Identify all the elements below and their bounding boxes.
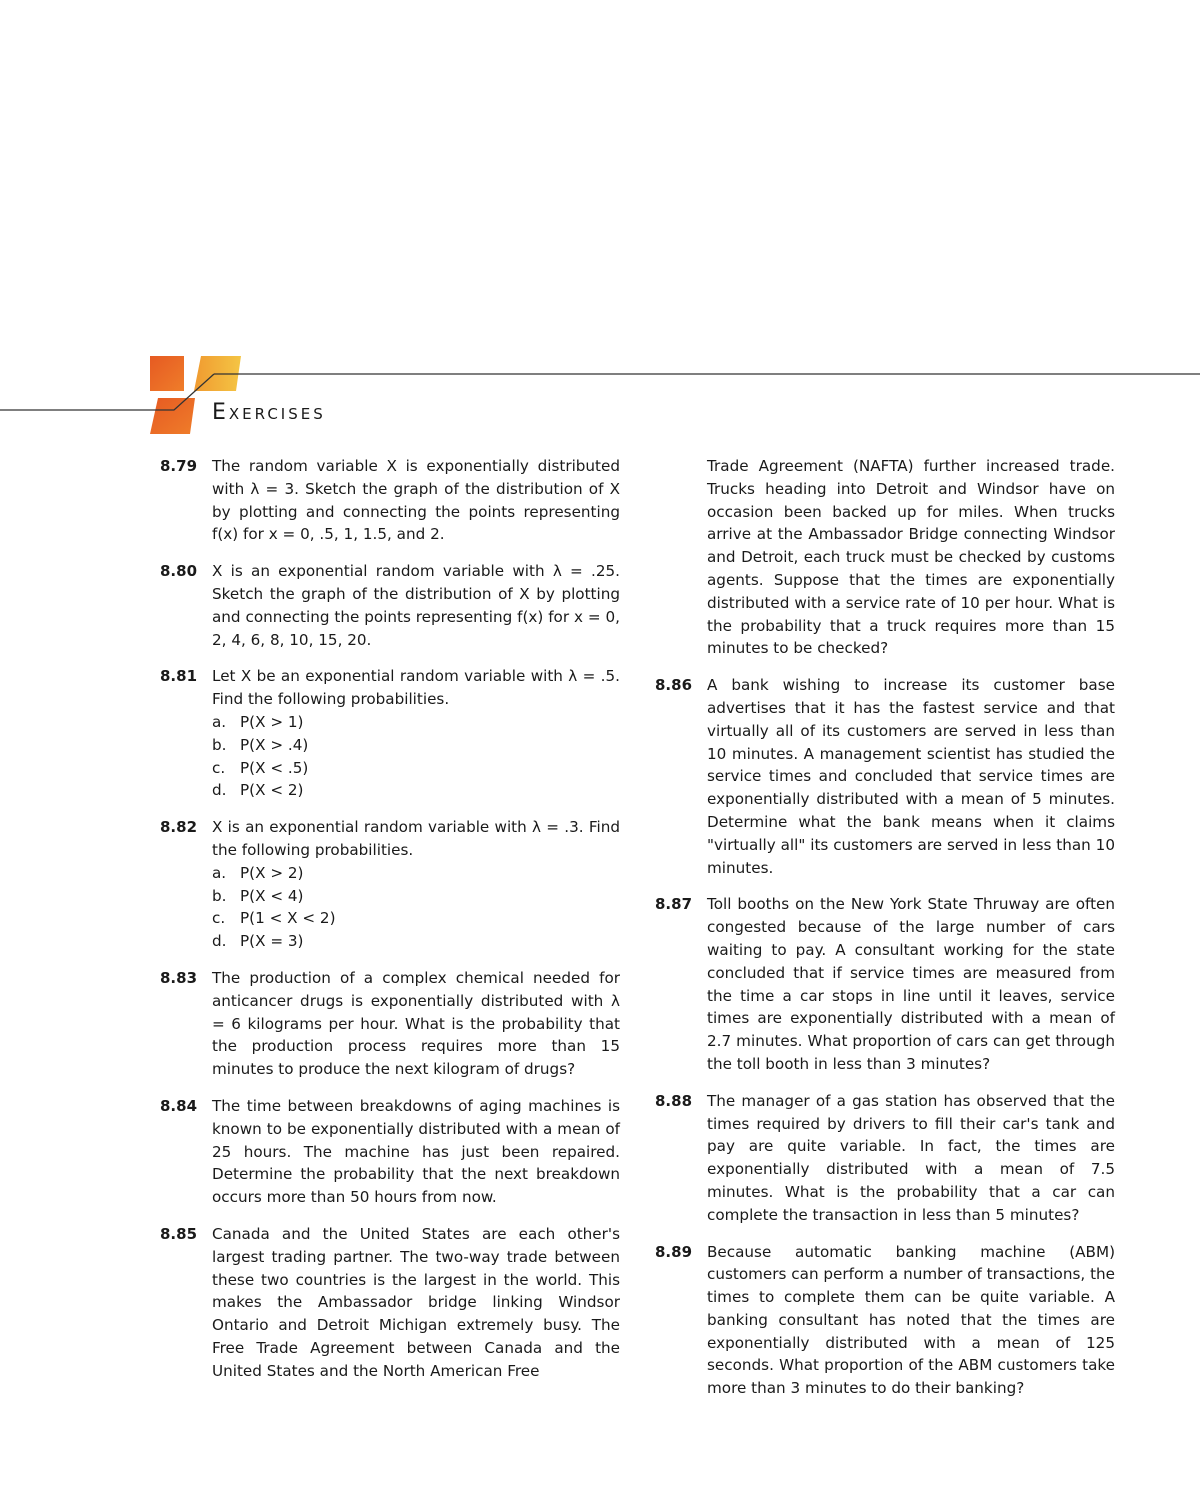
exercise-text: Let X be an exponential random variable with λ = .5. Find the following probabilities.	[212, 667, 620, 709]
exercise-text: The manager of a gas station has observed that the times required by drivers to fill their car's tank and pay are quite variable. In fact, the times are exponentially distributed with a mean of 7.5 minutes. What is the probability that a car can complete the transaction in less than 5 minutes?	[707, 1091, 1115, 1224]
exercise-8-85	[160, 1223, 620, 1383]
exercise-subitem	[212, 907, 620, 930]
exercise-8-80	[160, 560, 620, 651]
exercise-number: 8.89	[655, 1242, 693, 1261]
subitem-label: c.	[212, 909, 226, 928]
exercise-subitem	[212, 862, 620, 885]
exercise-8-87	[655, 893, 1115, 1075]
right-column	[655, 455, 1115, 1414]
exercise-number: 8.85	[160, 1224, 198, 1243]
subitem-text: P(X > .4)	[240, 735, 309, 754]
subitem-text: P(X = 3)	[240, 932, 304, 951]
subitem-label: b.	[212, 886, 227, 905]
subitem-label: d.	[212, 932, 227, 951]
left-column	[160, 455, 620, 1396]
subitem-text: P(X > 2)	[240, 863, 304, 882]
exercise-8-89	[655, 1241, 1115, 1401]
exercise-8-81	[160, 665, 620, 802]
exercise-8-88	[655, 1090, 1115, 1227]
exercise-number: 8.86	[655, 676, 693, 695]
exercise-8-79	[160, 455, 620, 546]
subitem-label: a.	[212, 712, 227, 731]
exercise-text: The time between breakdowns of aging machines is known to be exponentially distributed with a mean of 25 hours. The machine has just been repaired. Determine the probability that the next breakdown occurs more than 50 hours from now.	[212, 1096, 620, 1207]
exercise-8-83	[160, 967, 620, 1081]
logo-block-bottom-left	[150, 398, 195, 434]
exercise-text: X is an exponential random variable with λ = .25. Sketch the graph of the distribution of X by plotting and connecting the points representing f(x) for x = 0, 2, 4, 6, 8, 10, 15, 20.	[212, 562, 620, 649]
subitem-text: P(1 < X < 2)	[240, 909, 336, 928]
subitem-text: P(X < 2)	[240, 781, 304, 800]
subitem-label: d.	[212, 781, 227, 800]
subitem-label: c.	[212, 758, 226, 777]
subitem-text: P(X < 4)	[240, 886, 304, 905]
exercise-8-84	[160, 1095, 620, 1209]
exercise-number: 8.88	[655, 1091, 693, 1110]
exercise-8-85-continuation: Trade Agreement (NAFTA) further increased trade. Trucks heading into Detroit and Windsor have on occasion been backed up for miles. When trucks arrive at the Ambassador Bridge connecting Windsor and Detroit, each truck must be checked by customs agents. Suppose that the times are exponentially distributed with a service rate of 10 per hour. What is the probability that a truck requires more than 15 minutes to be checked?	[707, 457, 1115, 658]
exercise-number: 8.79	[160, 457, 198, 475]
exercise-text: The random variable X is exponentially distributed with λ = 3. Sketch the graph of the distribution of X by plotting and connecting the points representing f(x) for x = 0, .5, 1, 1.5, and 2.	[212, 457, 620, 544]
exercise-text: Canada and the United States are each other's largest trading partner. The two-way trade between these two countries is the largest in the world. This makes the Ambassador bridge linking Windsor Ontario and Detroit Michigan extremely busy. The Free Trade Agreement between Canada and the United States and the North American Free	[212, 1224, 620, 1380]
subitem-text: P(X < .5)	[240, 758, 309, 777]
exercise-subitem	[212, 711, 620, 734]
exercise-number: 8.84	[160, 1096, 198, 1115]
exercise-subitem	[212, 930, 620, 953]
section-logo-graphic	[0, 354, 1200, 436]
logo-block-top-left	[150, 356, 184, 391]
exercise-8-82	[160, 816, 620, 953]
subitem-label: a.	[212, 863, 227, 882]
exercise-subitem	[212, 779, 620, 802]
exercise-text: A bank wishing to increase its customer base advertises that it has the fastest service and that virtually all of its customers are served in less than 10 minutes. A management scientist has studied the service times and concluded that service times are exponentially distributed with a mean of 5 minutes. Determine what the bank means when it claims "virtually all" its customers are served in less than 10 minutes.	[707, 676, 1115, 877]
exercise-8-86	[655, 674, 1115, 879]
exercise-subitem	[212, 885, 620, 908]
exercise-text: The production of a complex chemical needed for anticancer drugs is exponentially distributed with λ = 6 kilograms per hour. What is the probability that the production process requires more than 15 minutes to produce the next kilogram of drugs?	[212, 968, 620, 1079]
exercise-subitem	[212, 757, 620, 780]
exercise-number: 8.83	[160, 968, 198, 987]
section-title: Exercises	[212, 400, 326, 425]
exercise-number: 8.80	[160, 562, 198, 581]
subitem-label: b.	[212, 735, 227, 754]
exercise-number: 8.82	[160, 818, 198, 837]
subitem-text: P(X > 1)	[240, 712, 304, 731]
exercise-text: X is an exponential random variable with λ = .3. Find the following probabilities.	[212, 818, 620, 859]
exercise-text: Toll booths on the New York State Thruway are often congested because of the large number of cars waiting to pay. A consultant working for the state concluded that if service times are measured from the time a car stops in line until it leaves, service times are exponentially distributed with a mean of 2.7 minutes. What proportion of cars can get through the toll booth in less than 3 minutes?	[707, 895, 1115, 1073]
exercise-subitem	[212, 734, 620, 757]
exercise-number: 8.87	[655, 895, 693, 914]
exercise-text: Because automatic banking machine (ABM) customers can perform a number of transactions, the times to complete them can be quite variable. A banking consultant has noted that the times are exponentially distributed with a mean of 125 seconds. What proportion of the ABM customers take more than 3 minutes to do their banking?	[707, 1242, 1115, 1398]
exercise-number: 8.81	[160, 667, 198, 686]
